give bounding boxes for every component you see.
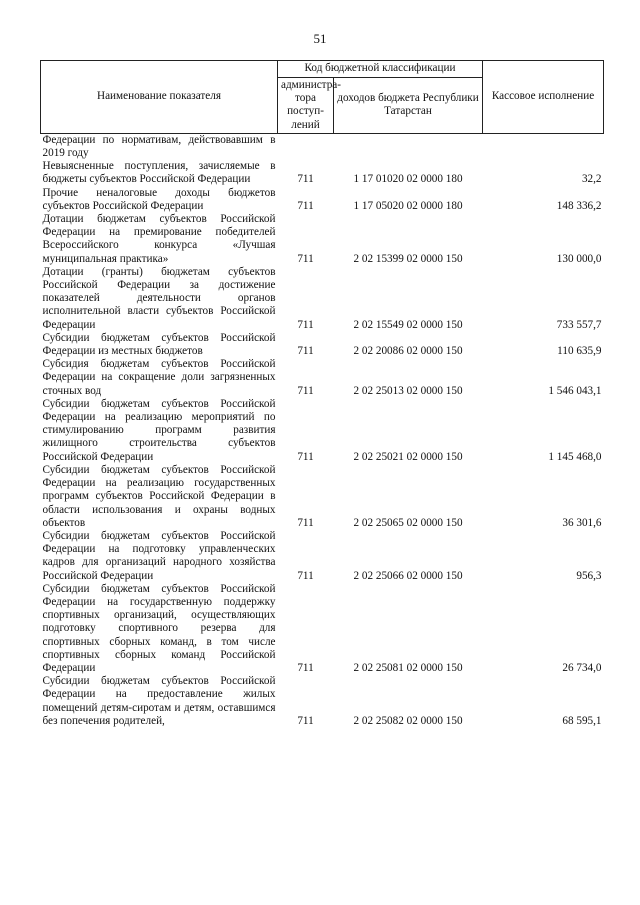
table-row: [41, 464, 604, 530]
indicator-name: Субсидии бюджетам субъектов Российской Федерации из местных бюджетов: [42, 331, 276, 358]
administrator-code: 711: [297, 318, 314, 331]
revenue-code: 2 02 25013 02 0000 150: [353, 384, 463, 397]
indicator-name: Субсидии бюджетам субъектов Российской Федерации на государственную поддержку спортивных организаций, осуществляющих подготовку спортивного резерва для спортивных сборных команд, в том числе спортивных сборных команд Российской Федерации: [42, 582, 276, 674]
table-row: [41, 675, 604, 728]
revenue-code: 2 02 25081 02 0000 150: [353, 661, 463, 674]
cash-execution-value: 956,3: [576, 569, 602, 582]
indicator-name: Невыясненные поступления, зачисляемые в бюджеты субъектов Российской Федерации: [42, 160, 276, 186]
table-row: [41, 266, 604, 332]
cash-execution-value: 733 557,7: [556, 318, 602, 331]
administrator-code: 711: [297, 384, 314, 397]
indicator-name: Субсидии бюджетам субъектов Российской Федерации на предоставление жилых помещений детям-сиротам и детям, оставшимся без попечения родителей,: [42, 675, 276, 727]
header-indicator-name: Наименование показателя: [41, 61, 278, 134]
administrator-code: 711: [297, 199, 314, 212]
indicator-name: Субсидии бюджетам субъектов Российской Федерации на подготовку управленческих кадров для организаций народного хозяйства Российской Федерации: [42, 529, 276, 582]
cash-execution-value: 36 301,6: [562, 516, 602, 529]
revenue-code: [334, 133, 483, 160]
indicator-name: Прочие неналоговые доходы бюджетов субъектов Российской Федерации: [42, 186, 276, 212]
page-number: 51: [313, 31, 327, 46]
administrator-code: 711: [297, 173, 314, 186]
table-row: [41, 358, 604, 398]
budget-revenue-table: [40, 60, 604, 728]
indicator-name: Субсидии бюджетам субъектов Российской Федерации на реализацию государственных программ субъектов Российской Федерации в области использования и охраны водных объектов: [42, 463, 276, 529]
table-row: [41, 583, 604, 675]
indicator-name: Федерации по нормативам, действовавшим в 2019 году: [42, 133, 276, 160]
cash-execution-value: 32,2: [581, 173, 602, 186]
revenue-code: 1 17 05020 02 0000 180: [353, 199, 463, 212]
administrator-code: [278, 133, 334, 160]
header-cash-execution: Кассовое исполнение: [483, 61, 604, 134]
administrator-code: 711: [297, 252, 314, 265]
revenue-code: 2 02 25082 02 0000 150: [353, 714, 463, 727]
cash-execution-value: [483, 133, 604, 160]
table-body: [41, 133, 604, 728]
revenue-code: 2 02 25066 02 0000 150: [353, 569, 463, 582]
revenue-code: 2 02 25065 02 0000 150: [353, 516, 463, 529]
indicator-name: Дотации бюджетам субъектов Российской Федерации на премирование победителей Всероссийского конкурса «Лучшая муниципальная практика»: [42, 213, 276, 265]
cash-execution-value: 1 546 043,1: [548, 384, 602, 397]
header-budget-classification-code: Код бюджетной классификации: [278, 61, 483, 78]
administrator-code: 711: [297, 450, 314, 463]
administrator-code: 711: [297, 661, 314, 674]
cash-execution-value: 26 734,0: [562, 661, 602, 674]
revenue-code: 2 02 25021 02 0000 150: [353, 450, 463, 463]
cash-execution-value: 130 000,0: [556, 252, 602, 265]
administrator-code: 711: [297, 345, 314, 358]
revenue-code: 1 17 01020 02 0000 180: [353, 173, 463, 186]
cash-execution-value: 1 145 468,0: [548, 450, 602, 463]
table-row: [41, 133, 604, 160]
table-row: [41, 187, 604, 213]
indicator-name: Субсидии бюджетам субъектов Российской Федерации на реализацию мероприятий по стимулированию программ развития жилищного строительства субъектов Российской Федерации: [42, 397, 276, 463]
cash-execution-value: 68 595,1: [562, 714, 602, 727]
table-row: [41, 332, 604, 358]
indicator-name: Субсидия бюджетам субъектов Российской Федерации на сокращение доли загрязненных сточных вод: [42, 358, 276, 397]
administrator-code: 711: [297, 516, 314, 529]
cash-execution-value: 148 336,2: [556, 199, 602, 212]
revenue-code: 2 02 15399 02 0000 150: [353, 252, 463, 265]
table-row: [41, 213, 604, 266]
table-row: [41, 398, 604, 464]
revenue-code: 2 02 20086 02 0000 150: [353, 345, 463, 358]
header-budget-revenue-code: доходов бюджета Республики Татарстан: [334, 78, 483, 134]
header-revenue-administrator: администра-тора поступ-лений: [278, 78, 334, 134]
cash-execution-value: 110 635,9: [557, 345, 602, 358]
administrator-code: 711: [297, 714, 314, 727]
administrator-code: 711: [297, 569, 314, 582]
indicator-name: Дотации (гранты) бюджетам субъектов Российской Федерации за достижение показателей деятельности органов исполнительной власти субъектов Российской Федерации: [42, 265, 276, 331]
table-header: [41, 61, 604, 134]
table-row: [41, 530, 604, 583]
table-row: [41, 160, 604, 186]
revenue-code: 2 02 15549 02 0000 150: [353, 318, 463, 331]
